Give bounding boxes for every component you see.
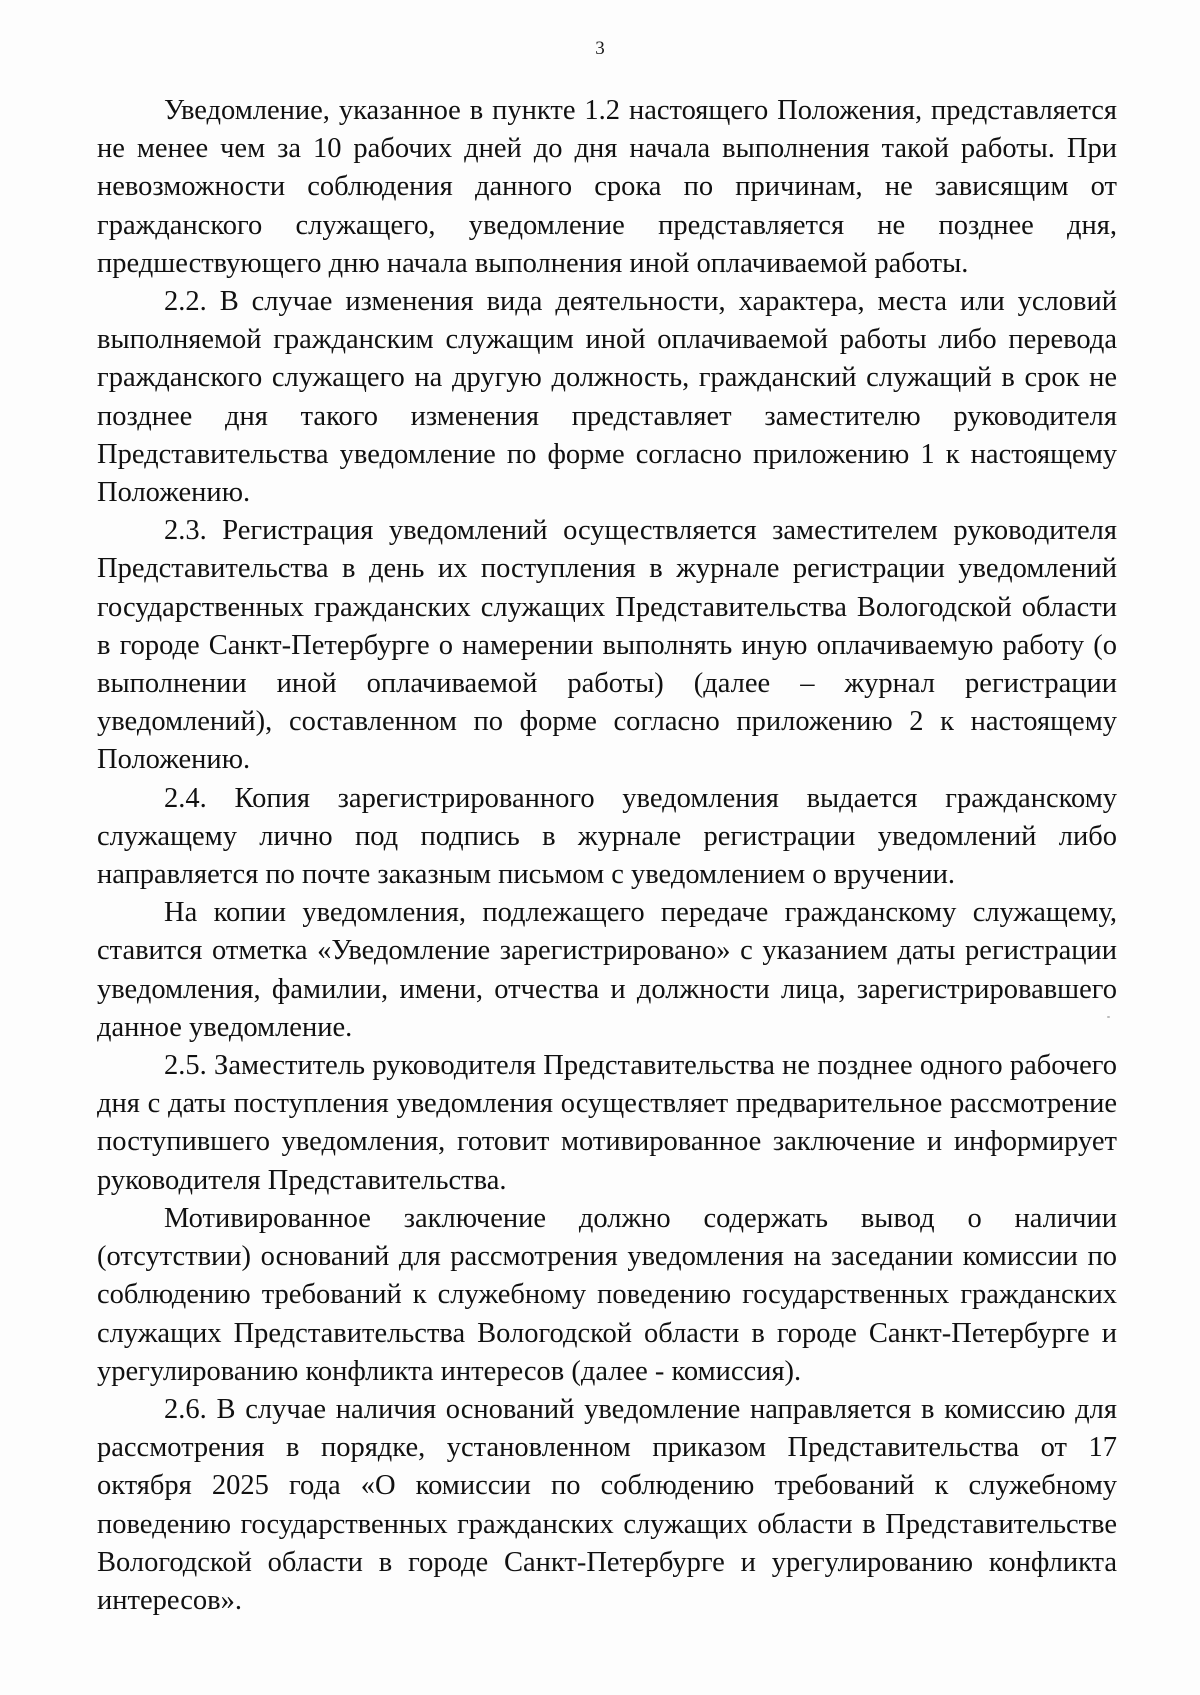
- scan-speck: [1107, 1016, 1110, 1018]
- page-number: 3: [595, 38, 605, 59]
- paragraph-2-6: 2.6. В случае наличия оснований уведомление направляется в комиссию для рассмотрения в порядке, установленном приказом Представительства от 17 октября 2025 года «О комиссии по соблюдению требований к служебному поведению государственных гражданских служащих области в Представительстве Вологодской области в городе Санкт-Петербурге и урегулированию конфликта интересов».: [97, 1393, 1117, 1616]
- document-body: [97, 92, 1117, 1620]
- paragraph-motivated-conclusion: Мотивированное заключение должно содержать вывод о наличии (отсутствии) оснований для рассмотрения уведомления на заседании комиссии по соблюдению требований к служебному поведению государственных гражданских служащих Представительства Вологодской области в городе Санкт-Петербурге и урегулированию конфликта интересов (далее - комиссия).: [97, 1202, 1117, 1387]
- paragraph-2-3: 2.3. Регистрация уведомлений осуществляется заместителем руководителя Представительства в день их поступления в журнале регистрации уведомлений государственных гражданских служащих Представительства Вологодской области в городе Санкт-Петербурге о намерении выполнять иную оплачиваемую работу (о выполнении иной оплачиваемой работы) (далее – журнал регистрации уведомлений), составленном по форме согласно приложению 2 к настоящему Положению.: [97, 515, 1117, 776]
- paragraph-2-2: 2.2. В случае изменения вида деятельности, характера, места или условий выполняемой гражданским служащим иной оплачиваемой работы либо перевода гражданского служащего на другую должность, гражданский служащий в срок не позднее дня такого изменения представляет заместителю руководителя Представительства уведомление по форме согласно приложению 1 к настоящему Положению.: [97, 286, 1117, 509]
- paragraph-2-5: 2.5. Заместитель руководителя Представительства не позднее одного рабочего дня с даты поступления уведомления осуществляет предварительное рассмотрение поступившего уведомления, готовит мотивированное заключение и информирует руководителя Представительства.: [97, 1050, 1117, 1196]
- paragraph-copy-mark: На копии уведомления, подлежащего передаче гражданскому служащему, ставится отметка «Уведомление зарегистрировано» с указанием даты регистрации уведомления, фамилии, имени, отчества и должности лица, зарегистрировавшего данное уведомление.: [97, 897, 1117, 1043]
- paragraph-notification-deadline: Уведомление, указанное в пункте 1.2 настоящего Положения, представляется не менее чем за 10 рабочих дней до дня начала выполнения такой работы. При невозможности соблюдения данного срока по причинам, не зависящим от гражданского служащего, уведомление представляется не позднее дня, предшествующего дню начала выполнения иной оплачиваемой работы.: [97, 95, 1117, 279]
- paragraph-2-4: 2.4. Копия зарегистрированного уведомления выдается гражданскому служащему лично под подпись в журнале регистрации уведомлений либо направляется по почте заказным письмом с уведомлением о вручении.: [97, 782, 1117, 891]
